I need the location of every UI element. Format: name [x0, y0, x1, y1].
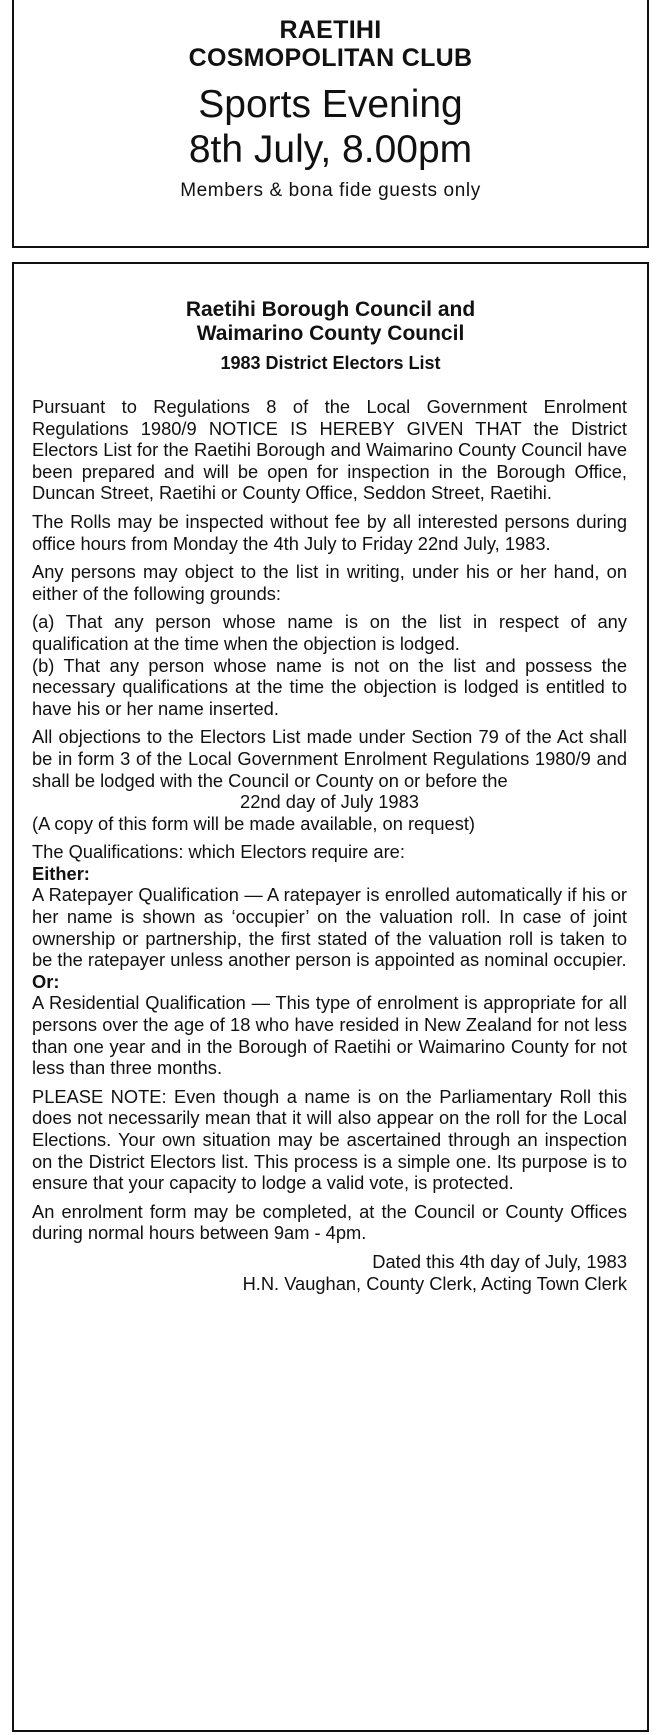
guest-note: Members & bona fide guests only: [180, 180, 481, 201]
event-title: Sports Evening: [198, 83, 463, 126]
residential-qualification: A Residential Qualification — This type of enrolment is appropriate for all persons over the age of 18 who have resided in New Zealand for not less than one year and in the Borough of Raetihi or Waimarino County for not less than three months.: [32, 992, 627, 1079]
or-label: Or:: [32, 970, 60, 992]
dated-line: Dated this 4th day of July, 1983: [372, 1250, 627, 1272]
form-availability-note: (A copy of this form will be made available, on request): [32, 812, 476, 834]
club-notice-box: [12, 0, 649, 248]
please-note: PLEASE NOTE: Even though a name is on the Parliamentary Roll this does not necessarily mean that it will also appear on the roll for the Local Elections. Your own situation may be ascertained through an inspection on the District Electors list. This process is a simple one. Its purpose is to ensure that your capacity to lodge a valid vote, is protected.: [32, 1085, 627, 1194]
ground-a: (a) That any person whose name is on the list in respect of any qualification at the time when the objection is lodged.: [32, 611, 627, 654]
council-notice-box: [12, 262, 649, 1732]
council-subheading: 1983 District Electors List: [220, 353, 441, 373]
either-label: Either:: [32, 862, 90, 884]
event-date: 8th July, 8.00pm: [188, 128, 473, 171]
enrolment-info: An enrolment form may be completed, at the Council or County Offices during normal hours between 9am - 4pm.: [32, 1200, 627, 1244]
para-objection-form: All objections to the Electors List made under Section 79 of the Act shall be in form 3 of the Local Government Enrolment Regulations 1980/9 and shall be lodged with the Council or County on or before the: [32, 726, 627, 791]
council-heading-line1: Raetihi Borough Council and: [185, 298, 476, 321]
club-name-line1: RAETIHI: [279, 16, 382, 44]
ground-b: (b) That any person whose name is not on the list and possess the necessary qualifications at the time the objection is lodged is entitled to have his or her name inserted.: [32, 654, 627, 719]
para-objection-intro: Any persons may object to the list in writing, under his or her hand, on either of the following grounds:: [32, 561, 627, 604]
signature-line: H.N. Vaughan, County Clerk, Acting Town Clerk: [242, 1272, 627, 1294]
club-name-line2: COSMOPOLITAN CLUB: [188, 44, 473, 72]
deadline-date: 22nd day of July 1983: [240, 791, 419, 813]
notice-body: [14, 396, 647, 1294]
para-inspection: The Rolls may be inspected without fee by all interested persons during office hours from Monday the 4th July to Friday 22nd July, 1983.: [32, 510, 627, 554]
council-heading-line2: Waimarino County Council: [196, 322, 465, 345]
qualifications-intro: The Qualifications: which Electors require are:: [32, 841, 405, 863]
para-regulations: Pursuant to Regulations 8 of the Local Government Enrolment Regulations 1980/9 NOTICE IS HEREBY GIVEN THAT the District Electors List for the Raetihi Borough and Waimarino County Council have been prepared and will be open for inspection in the Borough Office, Duncan Street, Raetihi or County Office, Seddon Street, Raetihi.: [32, 396, 627, 504]
ratepayer-qualification: A Ratepayer Qualification — A ratepayer is enrolled automatically if his or her name is shown as ‘occupier’ on the valuation roll. In case of joint ownership or partnership, the first stated of the valuation roll is taken to be the ratepayer unless another person is appointed as nominal occupier.: [32, 884, 627, 971]
